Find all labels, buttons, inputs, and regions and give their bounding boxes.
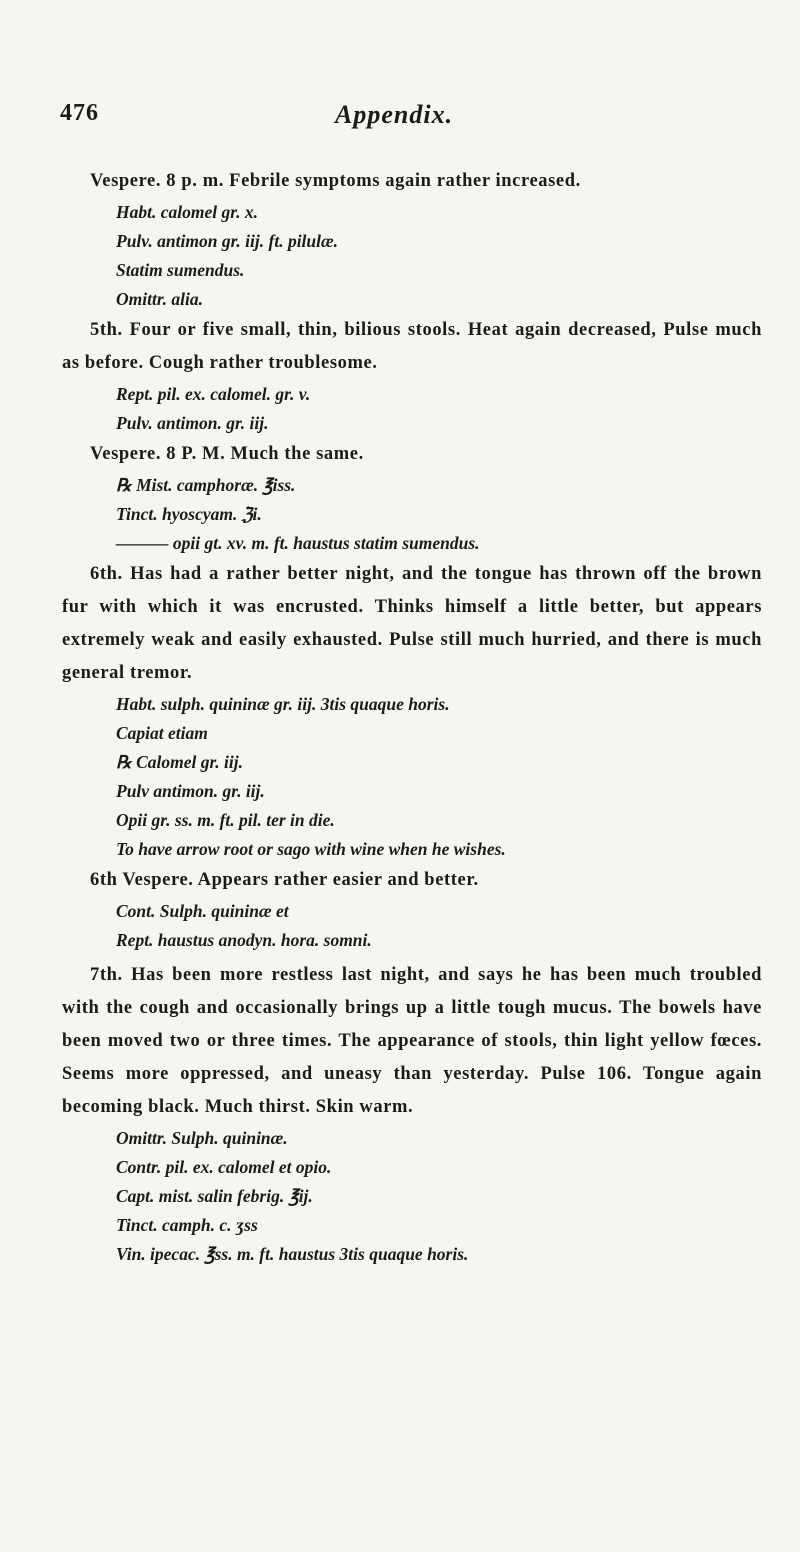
paragraph: Vespere. 8 p. m. Febrile symptoms again rather increased. [90, 171, 581, 191]
prescription-line: ——— opii gt. xv. m. ft. haustus statim sumendus. [116, 533, 480, 553]
page-number: 476 [60, 100, 99, 126]
prescription-line: Rept. haustus anodyn. hora. somni. [116, 930, 372, 950]
prescription-line: Capt. mist. salin febrig. ℥ij. [116, 1186, 313, 1206]
prescription-line: Vin. ipecac. ℥ss. m. ft. haustus 3tis quaque horis. [116, 1244, 469, 1264]
prescription-line: ℞ Mist. camphoræ. ℥iss. [116, 475, 296, 495]
paragraph: 7th. Has been more restless last night, and says he has been much troubled with the cough and occasionally brings up a little tough mucus. The bowels have been moved two or three times. The appearance of stools, thin light yellow fœces. Seems more oppressed, and uneasy than yesterday. Pulse 106. Tongue again becoming black. Much thirst. Skin warm. [62, 965, 762, 1117]
paragraph: Vespere. 8 P. M. Much the same. [90, 444, 364, 464]
prescription-line: Omittr. Sulph. quininæ. [116, 1128, 288, 1148]
prescription-line: Habt. sulph. quininæ gr. iij. 3tis quaque horis. [116, 694, 450, 714]
paragraph: 6th. Has had a rather better night, and the tongue has thrown off the brown fur with which it was encrusted. Thinks himself a little better, but appears extremely weak and easily exhausted. Pulse still much hurried, and there is much general tremor. [62, 564, 762, 683]
prescription-line: Omittr. alia. [116, 289, 204, 309]
prescription-line: Statim sumendus. [116, 260, 245, 280]
prescription-line: To have arrow root or sago with wine when he wishes. [116, 839, 506, 859]
page-body [62, 165, 762, 1269]
prescription-line: Pulv. antimon gr. iij. ft. pilulæ. [116, 231, 339, 251]
paragraph: 6th Vespere. Appears rather easier and better. [90, 870, 479, 890]
paragraph: 5th. Four or five small, thin, bilious stools. Heat again decreased, Pulse much as before. Cough rather troublesome. [62, 320, 762, 373]
running-title: Appendix. [335, 100, 454, 129]
prescription-line: Cont. Sulph. quininæ et [116, 901, 289, 921]
prescription-line: Tinct. camph. c. ʒss [116, 1215, 258, 1235]
prescription-line: Pulv antimon. gr. iij. [116, 781, 265, 801]
page-header [0, 100, 800, 140]
prescription-line: Contr. pil. ex. calomel et opio. [116, 1157, 332, 1177]
prescription-line: Opii gr. ss. m. ft. pil. ter in die. [116, 810, 335, 830]
prescription-line: Habt. calomel gr. x. [116, 202, 258, 222]
prescription-line: Tinct. hyoscyam. ℨi. [116, 504, 262, 524]
prescription-line: Rept. pil. ex. calomel. gr. v. [116, 384, 311, 404]
prescription-line: Capiat etiam [116, 723, 208, 743]
prescription-line: ℞ Calomel gr. iij. [116, 752, 244, 772]
prescription-line: Pulv. antimon. gr. iij. [116, 413, 269, 433]
